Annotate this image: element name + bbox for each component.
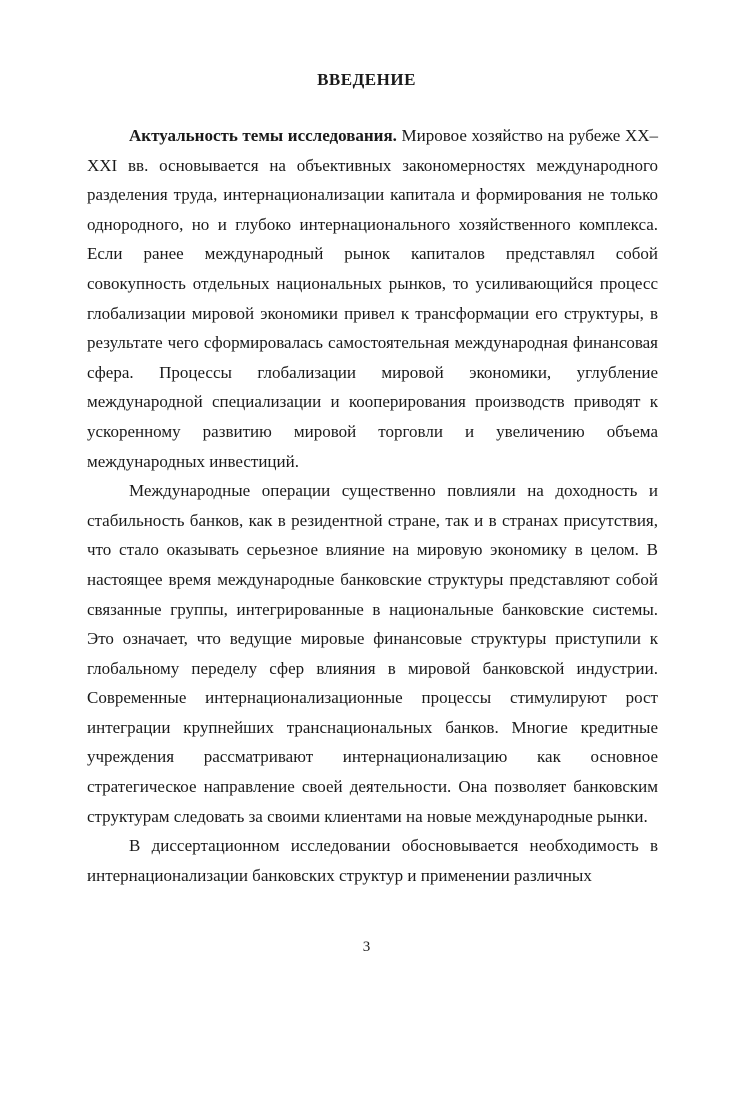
paragraph-lead: Актуальность темы исследования. bbox=[129, 126, 397, 145]
section-heading: ВВЕДЕНИЕ bbox=[317, 70, 416, 89]
paragraph-text: Мировое хозяйство на рубеже XX–XXI вв. основывается на объективных закономерностях международного разделения труда, интернационализации капитала и формирования не только однородного, но и глубоко интернационального хозяйственного комплекса. Если ранее международный рынок капиталов представлял собой совокупность отдельных национальных рынков, то усиливающийся процесс глобализации мировой экономики привел к трансформации его структуры, в результате чего сформировалась самостоятельная международная финансовая сфера. Процессы глобализации мировой экономики, углубление международной специализации и кооперирования производств приводят к ускоренному развитию мировой торговли и увеличению объема международных инвестиций. bbox=[87, 126, 658, 471]
paragraph-dissertation: В диссертационном исследовании обосновывается необходимость в интернационализации банковских структур и применении различных bbox=[87, 836, 658, 885]
paragraph-operations: Международные операции существенно повлияли на доходность и стабильность банков, как в резидентной стране, так и в странах присутствия, что стало оказывать серьезное влияние на мировую экономику в целом. В настоящее время международные банковские структуры представляют собой связанные группы, интегрированные в национальные банковские системы. Это означает, что ведущие мировые финансовые структуры приступили к глобальному переделу сфер влияния в мировой банковской индустрии. Современные интернационализационные процессы стимулируют рост интеграции крупнейших транснациональных банков. Многие кредитные учреждения рассматривают интернационализацию как основное стратегическое направление своей деятельности. Она позволяет банковским структурам следовать за своими клиентами на новые международные рынки. bbox=[87, 481, 658, 826]
page-number: 3 bbox=[362, 939, 371, 955]
paragraph-relevance bbox=[87, 121, 658, 476]
body-text bbox=[87, 121, 658, 890]
